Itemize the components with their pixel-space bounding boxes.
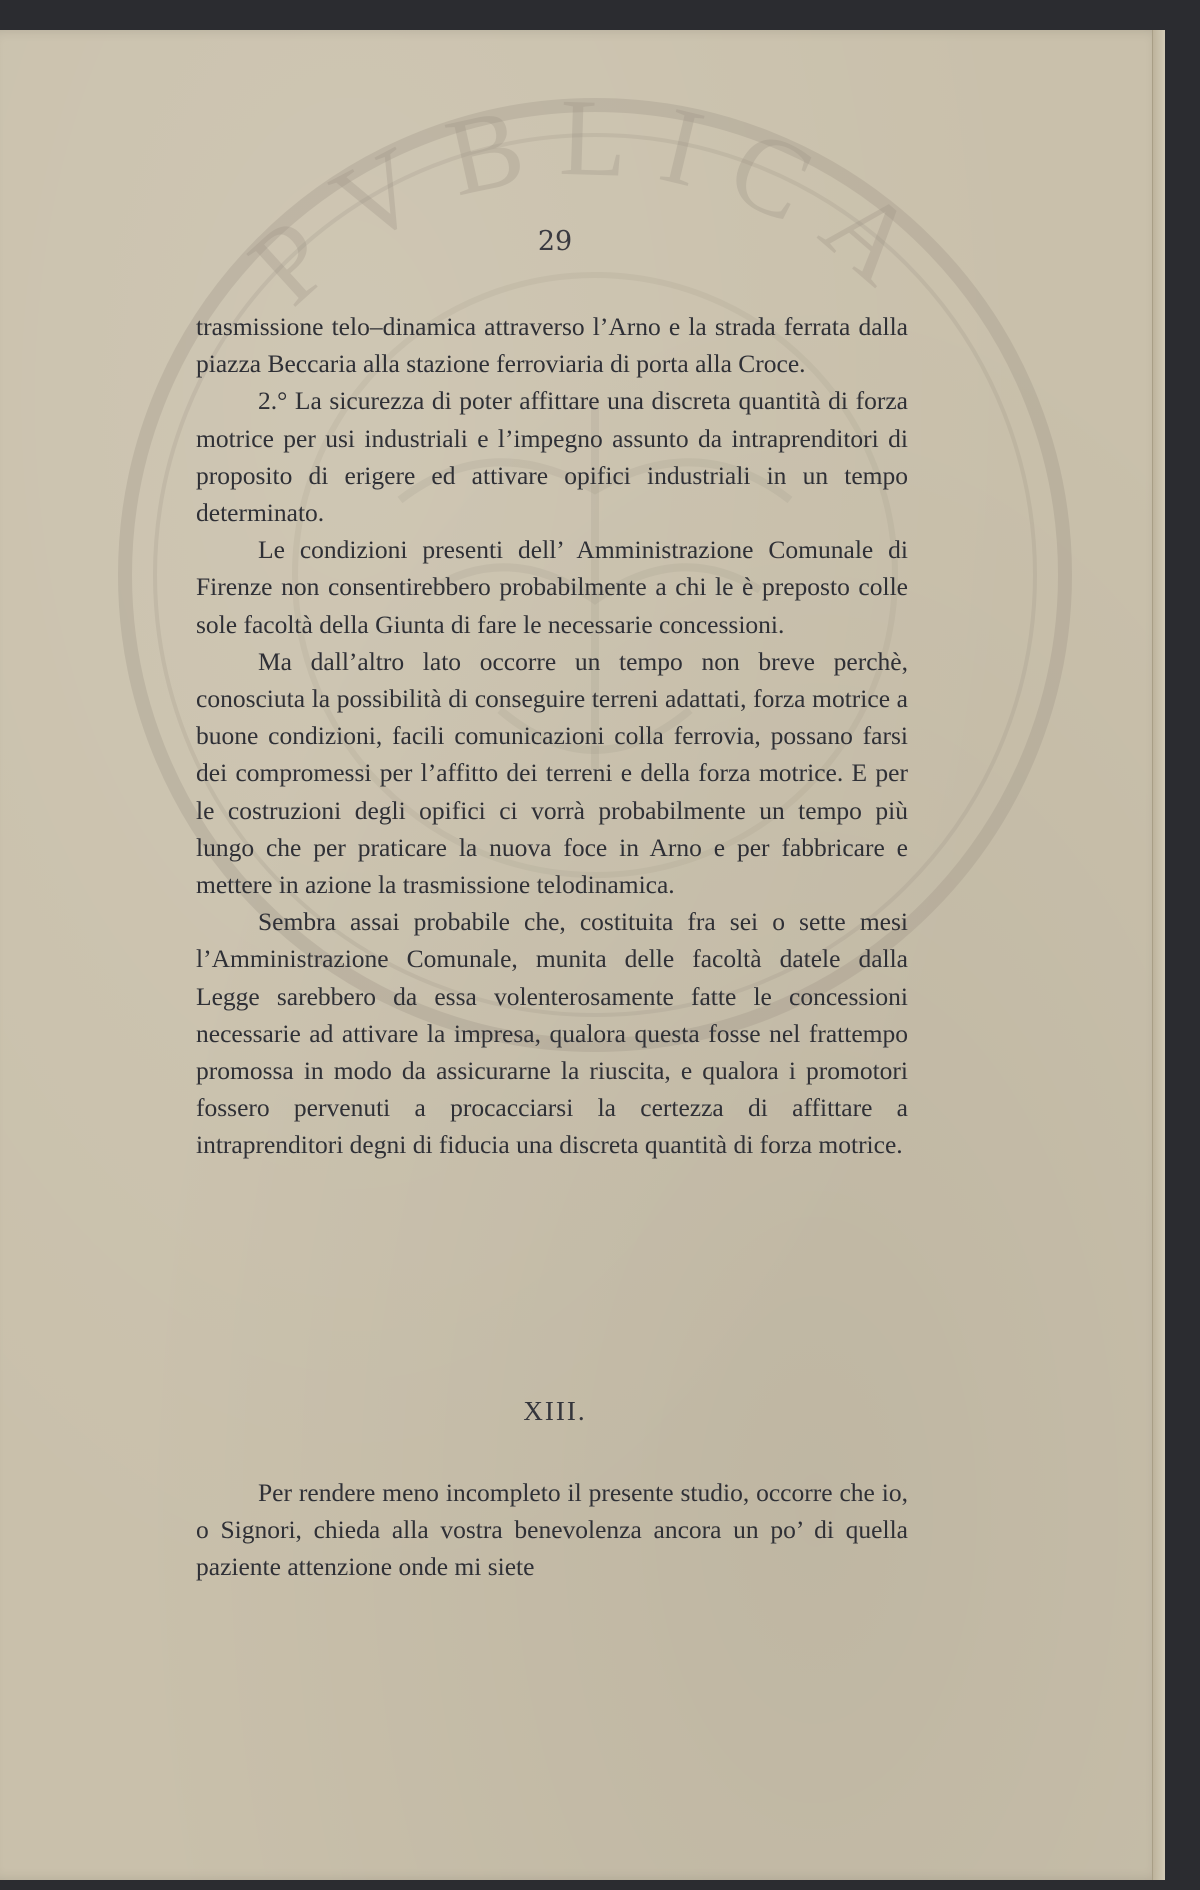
stamp-text: PVBLICA: [226, 75, 963, 328]
paragraph: Ma dall’altro lato occorre un tempo non breve perchè, conosciuta la possibilità di conseguire terreni adattati, forza motrice a buone condizioni, facili comunicazioni colla ferrovia, possano farsi dei compromessi per l’affitto dei terreni e della forza motrice. E per le costruzioni degli opifici ci vorrà probabilmente un tempo più lungo che per praticare la nuova foce in Arno e per fabbricare e mettere in azione la trasmissione telodinamica.: [196, 646, 908, 900]
body-text-bottom: [196, 1474, 908, 1586]
body-text-top: [196, 308, 908, 1164]
section-heading: XIII.: [523, 1396, 587, 1426]
paragraph: Le condizioni presenti dell’ Amministrazione Comunale di Firenze non consentirebbero probabilmente a chi le è preposto colle sole facoltà della Giunta di fare le necessarie concessioni.: [196, 535, 908, 639]
paragraph: Sembra assai probabile che, costituita fra sei o sette mesi l’Amministrazione Comunale, munita delle facoltà datele dalla Legge sarebbero da essa volenterosamente fatte le concessioni necessarie ad attivare la impresa, qualora questa fosse nel frattempo promossa in modo da assicurarne la riuscita, e qualora i promotori fossero pervenuti a procacciarsi la certezza di affittare a intraprenditori degni di fiducia una discreta quantità di forza motrice.: [196, 907, 908, 1160]
paragraph: 2.° La sicurezza di poter affittare una discreta quantità di forza motrice per usi industriali e l’impegno assunto da intraprenditori di proposito di erigere ed attivare opifici industriali in un tempo determinato.: [196, 386, 908, 528]
page-number: 29: [537, 226, 573, 257]
paragraph: Per rendere meno incompleto il presente studio, occorre che io, o Signori, chieda alla vostra benevolenza ancora un po’ di quella paziente attenzione onde mi siete: [196, 1478, 908, 1582]
document-page: [0, 30, 1165, 1880]
svg-text:PVBLICA: [227, 76, 963, 328]
page-edge: [1152, 30, 1165, 1880]
paragraph: trasmissione telo–dinamica attraverso l’Arno e la strada ferrata dalla piazza Beccaria alla stazione ferroviaria di porta alla Croce.: [196, 312, 908, 379]
